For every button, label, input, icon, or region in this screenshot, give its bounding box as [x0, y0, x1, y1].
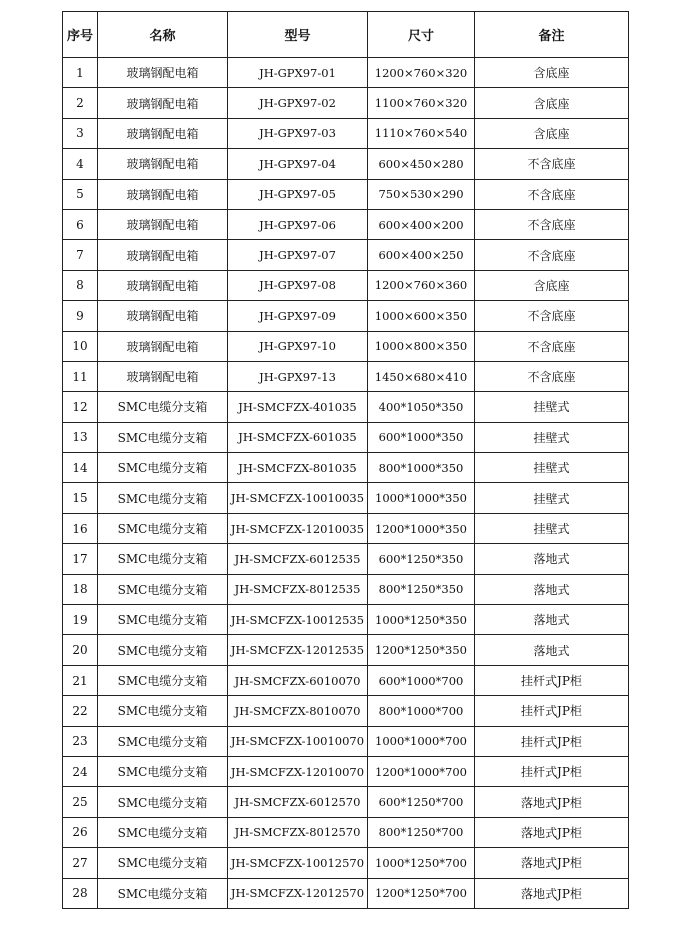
cell-size: 1100×760×320 [368, 88, 475, 118]
cell-name: SMC电缆分支箱 [98, 848, 228, 878]
table-row [63, 422, 629, 452]
cell-index: 8 [63, 270, 98, 300]
table-row [63, 453, 629, 483]
cell-size: 1110×760×540 [368, 118, 475, 148]
table-row [63, 392, 629, 422]
table-row [63, 878, 629, 908]
cell-note: 含底座 [475, 270, 629, 300]
header-name: 名称 [98, 12, 228, 58]
cell-model: JH-SMCFZX-10010035 [228, 483, 368, 513]
table-header [63, 12, 629, 58]
cell-size: 1200*1250*700 [368, 878, 475, 908]
cell-index: 10 [63, 331, 98, 361]
cell-model: JH-SMCFZX-12010035 [228, 513, 368, 543]
cell-model: JH-SMCFZX-12012535 [228, 635, 368, 665]
cell-note: 不含底座 [475, 361, 629, 391]
cell-model: JH-SMCFZX-601035 [228, 422, 368, 452]
cell-name: SMC电缆分支箱 [98, 483, 228, 513]
cell-model: JH-GPX97-02 [228, 88, 368, 118]
cell-name: SMC电缆分支箱 [98, 605, 228, 635]
header-note: 备注 [475, 12, 629, 58]
cell-model: JH-GPX97-10 [228, 331, 368, 361]
cell-index: 9 [63, 301, 98, 331]
cell-size: 1200*1000*350 [368, 513, 475, 543]
cell-name: 玻璃钢配电箱 [98, 88, 228, 118]
cell-note: 挂杆式JP柜 [475, 756, 629, 786]
cell-note: 含底座 [475, 58, 629, 88]
cell-note: 挂杆式JP柜 [475, 696, 629, 726]
cell-model: JH-GPX97-13 [228, 361, 368, 391]
table-row [63, 149, 629, 179]
cell-model: JH-SMCFZX-8012535 [228, 574, 368, 604]
cell-index: 7 [63, 240, 98, 270]
cell-name: SMC电缆分支箱 [98, 453, 228, 483]
cell-size: 600×450×280 [368, 149, 475, 179]
cell-model: JH-SMCFZX-401035 [228, 392, 368, 422]
cell-size: 750×530×290 [368, 179, 475, 209]
cell-index: 20 [63, 635, 98, 665]
cell-index: 3 [63, 118, 98, 148]
cell-index: 5 [63, 179, 98, 209]
table-row [63, 483, 629, 513]
cell-name: 玻璃钢配电箱 [98, 240, 228, 270]
cell-model: JH-SMCFZX-6012535 [228, 544, 368, 574]
cell-name: SMC电缆分支箱 [98, 756, 228, 786]
cell-name: SMC电缆分支箱 [98, 513, 228, 543]
table-row [63, 209, 629, 239]
table-row [63, 726, 629, 756]
table-row [63, 635, 629, 665]
cell-name: SMC电缆分支箱 [98, 422, 228, 452]
cell-index: 19 [63, 605, 98, 635]
cell-note: 不含底座 [475, 149, 629, 179]
cell-index: 26 [63, 817, 98, 847]
cell-size: 400*1050*350 [368, 392, 475, 422]
table-row [63, 58, 629, 88]
table-body [63, 58, 629, 909]
cell-note: 挂杆式JP柜 [475, 726, 629, 756]
cell-name: 玻璃钢配电箱 [98, 118, 228, 148]
cell-note: 落地式JP柜 [475, 848, 629, 878]
cell-note: 落地式JP柜 [475, 787, 629, 817]
cell-index: 17 [63, 544, 98, 574]
cell-index: 23 [63, 726, 98, 756]
cell-name: SMC电缆分支箱 [98, 787, 228, 817]
cell-index: 11 [63, 361, 98, 391]
table-row [63, 88, 629, 118]
table-row [63, 179, 629, 209]
cell-size: 1200*1000*700 [368, 756, 475, 786]
table-row [63, 361, 629, 391]
cell-size: 600×400×250 [368, 240, 475, 270]
cell-index: 15 [63, 483, 98, 513]
cell-name: 玻璃钢配电箱 [98, 331, 228, 361]
cell-index: 22 [63, 696, 98, 726]
cell-size: 800*1000*350 [368, 453, 475, 483]
cell-size: 600*1000*350 [368, 422, 475, 452]
cell-index: 21 [63, 665, 98, 695]
cell-index: 24 [63, 756, 98, 786]
cell-note: 落地式 [475, 605, 629, 635]
cell-note: 挂壁式 [475, 392, 629, 422]
cell-note: 不含底座 [475, 240, 629, 270]
cell-model: JH-SMCFZX-10012570 [228, 848, 368, 878]
cell-index: 6 [63, 209, 98, 239]
cell-note: 不含底座 [475, 179, 629, 209]
cell-size: 1200×760×360 [368, 270, 475, 300]
table-row [63, 513, 629, 543]
table-row [63, 756, 629, 786]
cell-name: 玻璃钢配电箱 [98, 179, 228, 209]
table-row [63, 240, 629, 270]
cell-name: 玻璃钢配电箱 [98, 301, 228, 331]
cell-name: SMC电缆分支箱 [98, 817, 228, 847]
cell-model: JH-SMCFZX-10010070 [228, 726, 368, 756]
cell-index: 27 [63, 848, 98, 878]
cell-model: JH-GPX97-04 [228, 149, 368, 179]
cell-model: JH-GPX97-09 [228, 301, 368, 331]
cell-size: 600*1250*700 [368, 787, 475, 817]
cell-index: 28 [63, 878, 98, 908]
cell-size: 1200×760×320 [368, 58, 475, 88]
cell-index: 14 [63, 453, 98, 483]
table-row [63, 787, 629, 817]
cell-model: JH-GPX97-06 [228, 209, 368, 239]
cell-index: 25 [63, 787, 98, 817]
cell-model: JH-SMCFZX-8012570 [228, 817, 368, 847]
cell-note: 含底座 [475, 88, 629, 118]
cell-note: 挂壁式 [475, 513, 629, 543]
cell-model: JH-SMCFZX-6012570 [228, 787, 368, 817]
cell-size: 1200*1250*350 [368, 635, 475, 665]
cell-size: 800*1000*700 [368, 696, 475, 726]
cell-note: 不含底座 [475, 301, 629, 331]
cell-size: 1000*1250*350 [368, 605, 475, 635]
cell-index: 2 [63, 88, 98, 118]
table-row [63, 605, 629, 635]
cell-model: JH-GPX97-05 [228, 179, 368, 209]
cell-size: 600*1250*350 [368, 544, 475, 574]
cell-note: 挂杆式JP柜 [475, 665, 629, 695]
cell-index: 4 [63, 149, 98, 179]
cell-note: 含底座 [475, 118, 629, 148]
cell-size: 600×400×200 [368, 209, 475, 239]
table-row [63, 270, 629, 300]
cell-name: 玻璃钢配电箱 [98, 270, 228, 300]
cell-model: JH-GPX97-08 [228, 270, 368, 300]
cell-size: 600*1000*700 [368, 665, 475, 695]
cell-note: 不含底座 [475, 331, 629, 361]
header-model: 型号 [228, 12, 368, 58]
cell-size: 1000×600×350 [368, 301, 475, 331]
cell-name: 玻璃钢配电箱 [98, 149, 228, 179]
product-spec-table [62, 11, 629, 909]
cell-size: 1000*1250*700 [368, 848, 475, 878]
cell-index: 1 [63, 58, 98, 88]
cell-name: SMC电缆分支箱 [98, 574, 228, 604]
table-row [63, 848, 629, 878]
cell-index: 18 [63, 574, 98, 604]
cell-index: 13 [63, 422, 98, 452]
cell-model: JH-SMCFZX-12012570 [228, 878, 368, 908]
cell-model: JH-SMCFZX-6010070 [228, 665, 368, 695]
cell-note: 不含底座 [475, 209, 629, 239]
header-size: 尺寸 [368, 12, 475, 58]
cell-name: SMC电缆分支箱 [98, 544, 228, 574]
table-row [63, 544, 629, 574]
cell-model: JH-GPX97-07 [228, 240, 368, 270]
cell-model: JH-SMCFZX-12010070 [228, 756, 368, 786]
cell-note: 落地式 [475, 635, 629, 665]
cell-note: 落地式JP柜 [475, 878, 629, 908]
cell-model: JH-SMCFZX-10012535 [228, 605, 368, 635]
table-row [63, 118, 629, 148]
cell-model: JH-GPX97-01 [228, 58, 368, 88]
cell-name: SMC电缆分支箱 [98, 665, 228, 695]
cell-index: 16 [63, 513, 98, 543]
cell-size: 1000*1000*350 [368, 483, 475, 513]
cell-name: SMC电缆分支箱 [98, 696, 228, 726]
cell-name: 玻璃钢配电箱 [98, 361, 228, 391]
cell-name: 玻璃钢配电箱 [98, 58, 228, 88]
table-row [63, 331, 629, 361]
cell-index: 12 [63, 392, 98, 422]
cell-model: JH-SMCFZX-8010070 [228, 696, 368, 726]
table-row [63, 817, 629, 847]
cell-name: SMC电缆分支箱 [98, 635, 228, 665]
table-row [63, 301, 629, 331]
cell-name: SMC电缆分支箱 [98, 726, 228, 756]
cell-note: 挂壁式 [475, 453, 629, 483]
cell-model: JH-GPX97-03 [228, 118, 368, 148]
cell-size: 1450×680×410 [368, 361, 475, 391]
header-index: 序号 [63, 12, 98, 58]
cell-note: 落地式JP柜 [475, 817, 629, 847]
cell-size: 800*1250*350 [368, 574, 475, 604]
cell-name: SMC电缆分支箱 [98, 392, 228, 422]
table-row [63, 574, 629, 604]
table-row [63, 665, 629, 695]
cell-note: 挂壁式 [475, 483, 629, 513]
cell-size: 1000×800×350 [368, 331, 475, 361]
cell-model: JH-SMCFZX-801035 [228, 453, 368, 483]
cell-note: 落地式 [475, 544, 629, 574]
cell-name: SMC电缆分支箱 [98, 878, 228, 908]
cell-size: 1000*1000*700 [368, 726, 475, 756]
cell-note: 挂壁式 [475, 422, 629, 452]
cell-name: 玻璃钢配电箱 [98, 209, 228, 239]
cell-size: 800*1250*700 [368, 817, 475, 847]
cell-note: 落地式 [475, 574, 629, 604]
table-row [63, 696, 629, 726]
header-row [63, 12, 629, 58]
